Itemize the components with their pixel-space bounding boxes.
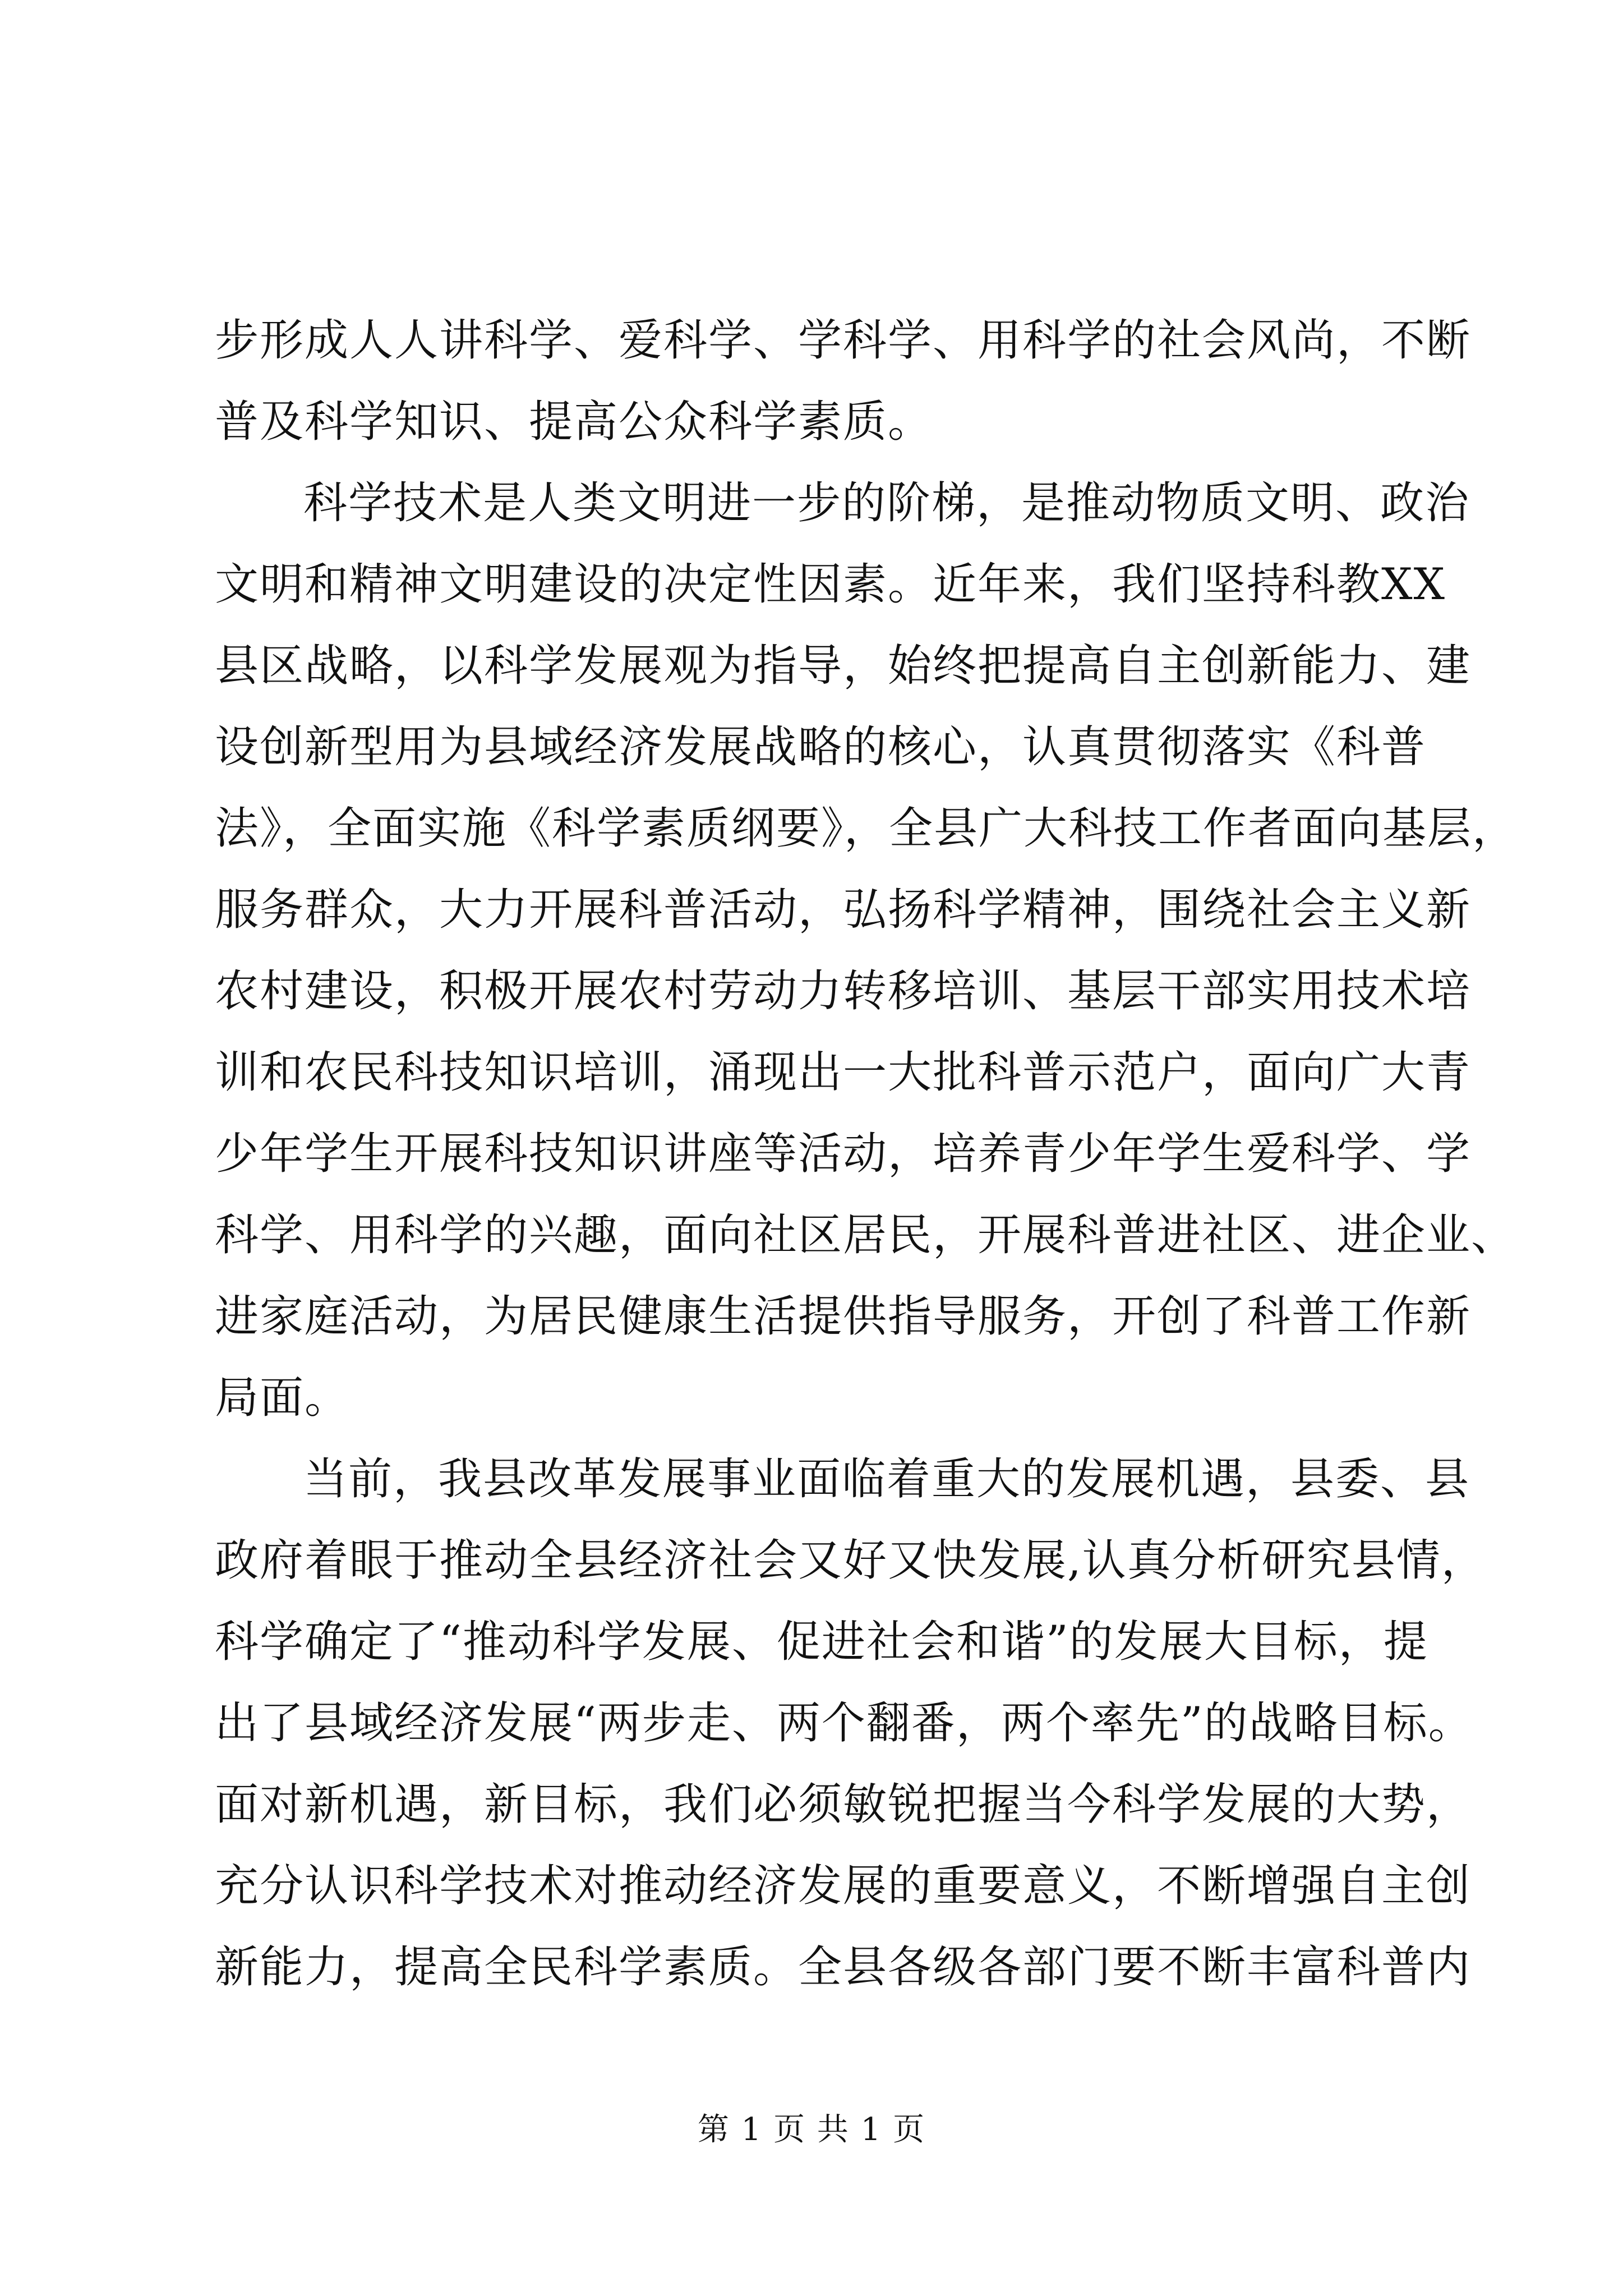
text-line: 进家庭活动，为居民健康生活提供指导服务，开创了科普工作新 bbox=[215, 1291, 1472, 1342]
text-line: 局面。 bbox=[215, 1373, 350, 1423]
text-line: 步形成人人讲科学、爱科学、学科学、用科学的社会风尚，不断 bbox=[215, 315, 1472, 366]
text-line: 充分认识科学技术对推动经济发展的重要意义，不断增强自主创 bbox=[215, 1861, 1472, 1911]
text-line: 服务群众，大力开展科普活动，弘扬科学精神，围绕社会主义新 bbox=[215, 885, 1472, 935]
text-line: 文明和精神文明建设的决定性因素。近年来，我们坚持科教XX bbox=[215, 559, 1446, 610]
body-text bbox=[215, 300, 1518, 2008]
text-line: 新能力，提高全民科学素质。全县各级各部门要不断丰富科普内 bbox=[215, 1942, 1472, 1993]
text-line: 设创新型用为县域经济发展战略的核心，认真贯彻落实《科普 bbox=[215, 722, 1427, 772]
page-footer: 第 1 页 共 1 页 bbox=[697, 2111, 926, 2148]
text-line: 政府着眼于推动全县经济社会又好又快发展,认真分析研究县情， bbox=[215, 1535, 1486, 1586]
text-line: 科学、用科学的兴趣，面向社区居民，开展科普进社区、进企业、 bbox=[215, 1210, 1516, 1260]
text-line: 法》，全面实施《科学素质纲要》，全县广大科技工作者面向基层， bbox=[215, 803, 1518, 854]
text-line: 普及科学知识、提高公众科学素质。 bbox=[215, 397, 933, 447]
text-line: 训和农民科技知识培训，涌现出一大批科普示范户，面向广大青 bbox=[215, 1047, 1472, 1098]
text-line: 科学确定了“推动科学发展、促进社会和谐”的发展大目标，提 bbox=[215, 1617, 1428, 1667]
text-line: 县区战略，以科学发展观为指导，始终把提高自主创新能力、建 bbox=[215, 641, 1472, 691]
text-line: 出了县域经济发展“两步走、两个翻番，两个率先”的战略目标。 bbox=[215, 1698, 1473, 1749]
text-line: 面对新机遇，新目标，我们必须敏锐把握当今科学发展的大势， bbox=[215, 1779, 1472, 1830]
text-line: 农村建设，积极开展农村劳动力转移培训、基层干部实用技术培 bbox=[215, 966, 1472, 1016]
paragraph-start-line: 科学技术是人类文明进一步的阶梯，是推动物质文明、政治 bbox=[303, 478, 1470, 528]
paragraph-start-line: 当前，我县改革发展事业面临着重大的发展机遇，县委、县 bbox=[303, 1454, 1470, 1504]
text-line: 少年学生开展科技知识讲座等活动，培养青少年学生爱科学、学 bbox=[215, 1129, 1472, 1179]
